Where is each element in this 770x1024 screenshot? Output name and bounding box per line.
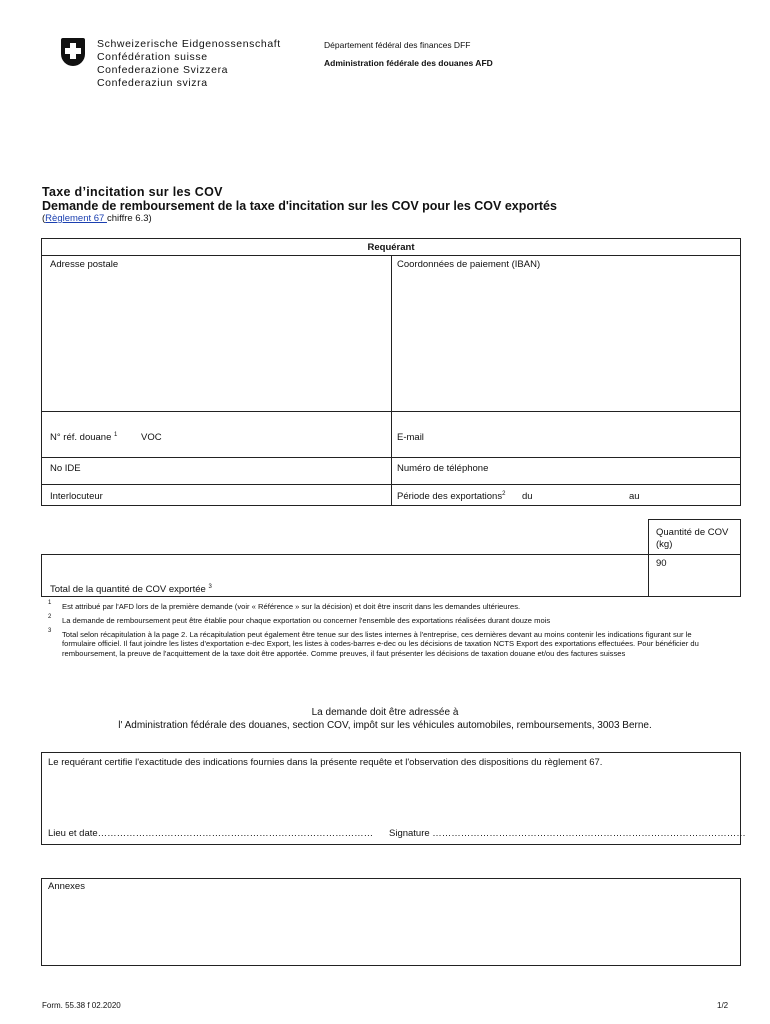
quantity-value[interactable]: 90 <box>656 558 667 569</box>
annexes-box[interactable] <box>41 878 741 966</box>
footnote-2: La demande de remboursement peut être établie pour chaque exportation ou concerner l'ensemble des exportations réalisées durant douze mois <box>62 616 551 625</box>
footnote-3: Total selon récapitulation à la page 2. La récapitulation peut également être tenue sur des listes internes à l'entreprise, ces dernières devant au moins contenir les indications figurant sur le formulaire officiel. Il faut joindre les listes d'exportation e-dec Export, les listes à codes-barres e-dec ou les décisions de taxation NCTS Export des exportations effectuées. Pour bénéficier du remboursement, la preuve de l'acquittement de la taxe doit être apportée. Comme preuves, il faut présenter les décisions de taxation douane et/ou des factures suisses <box>62 630 699 658</box>
regulation-link[interactable]: Règlement 67 <box>45 213 107 224</box>
payment-details-label: Coordonnées de paiement (IBAN) <box>397 259 541 270</box>
contact-person-label: Interlocuteur <box>50 491 103 502</box>
period-from-label: du <box>522 491 533 502</box>
department-name: Département fédéral des finances DFF <box>324 40 471 50</box>
form-identifier: Form. 55.38 f 02.2020 <box>42 1001 121 1010</box>
customs-ref-label: N° réf. douane $^1$ <box>50 431 118 443</box>
regulation-reference: (Règlement 67 chiffre 6.3) <box>42 213 152 224</box>
send-to-heading: La demande doit être adressée à <box>311 707 459 718</box>
postal-address-field[interactable] <box>43 272 389 409</box>
iban-field[interactable] <box>394 272 739 409</box>
certification-text: Le requérant certifie l'exactitude des indications fournies dans la présente requête et l'observation des dispositions du règlement 67. <box>48 757 603 768</box>
administration-name: Administration fédérale des douanes AFD <box>324 58 493 68</box>
confederation-name-fr: Confédération suisse <box>97 51 208 63</box>
export-period-label: Période des exportations$^2$ <box>397 490 506 502</box>
phone-number-label: Numéro de téléphone <box>397 463 489 474</box>
footnote-3-number: 3 <box>48 628 52 634</box>
confederation-name-de: Schweizerische Eidgenossenschaft <box>97 38 281 50</box>
annexes-label: Annexes <box>48 881 85 892</box>
footnote-1: Est attribué par l'AFD lors de la première demande (voir « Référence » sur la décision) et doit être inscrit dans les demandes ultérieures. <box>62 602 521 611</box>
footnote-2-number: 2 <box>48 614 52 620</box>
place-date-field[interactable]: Lieu et date…………………………………………………………………………… <box>48 828 374 839</box>
applicant-section-title: Requérant <box>367 242 415 253</box>
page-title: Taxe d’incitation sur les COV <box>42 185 223 199</box>
total-quantity-label: Total de la quantité de COV exportée $^3$ <box>50 583 212 595</box>
postal-address-label: Adresse postale <box>50 259 119 270</box>
signature-field[interactable]: Signature ……………………………………………………………………………………… <box>389 828 746 839</box>
period-to-label: au <box>629 491 640 502</box>
page-subtitle: Demande de remboursement de la taxe d'incitation sur les COV pour les COV exportés <box>42 199 557 213</box>
email-label: E-mail <box>397 432 424 443</box>
footnote-1-number: 1 <box>48 600 52 606</box>
quantity-header: Quantité de COV (kg) <box>656 527 729 550</box>
confederation-name-it: Confederazione Svizzera <box>97 64 229 76</box>
voc-label: VOC <box>141 432 162 443</box>
swiss-cross-logo <box>61 38 85 66</box>
ide-number-label: No IDE <box>50 463 81 474</box>
page-number: 1/2 <box>717 1001 729 1010</box>
confederation-name-rm: Confederaziun svizra <box>97 77 208 89</box>
send-to-address: l' Administration fédérale des douanes, section COV, impôt sur les véhicules automobiles, remboursements, 3003 Berne. <box>118 720 652 731</box>
